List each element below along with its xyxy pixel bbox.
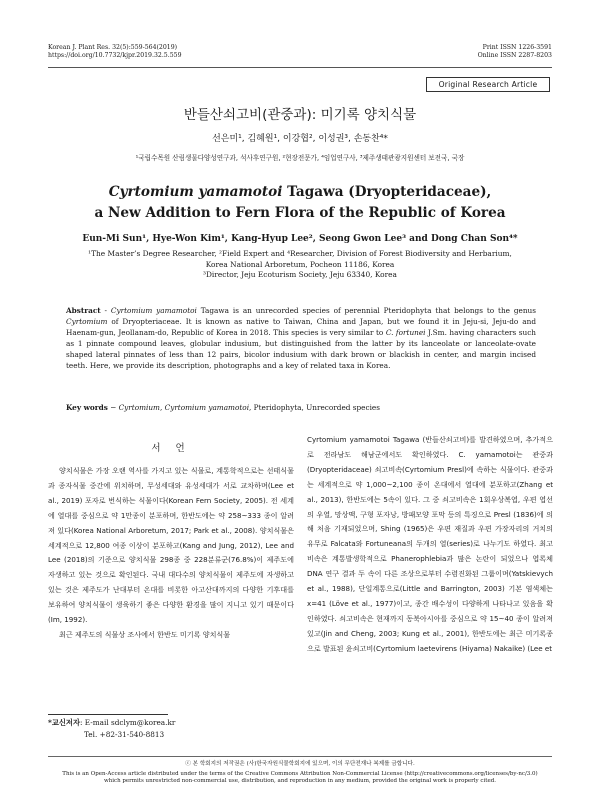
english-authors: Eun-Mi Sun¹, Hye-Won Kim¹, Kang-Hyup Lee², Seong Gwon Lee³ and Dong Chan Son⁴* [82,234,518,244]
correspondence-email[interactable]: : E-mail sdclym@korea.kr [80,718,176,727]
english-affiliations [48,249,552,281]
doi-link[interactable]: https://doi.org/10.7732/kjpr.2019.32.5.559 [48,52,182,59]
correspondence-rule [48,714,168,715]
license-notice [48,771,552,785]
intro-paragraph-continued: Cyrtomium yamamotoi Tagawa (반들산쇠고비)를 발견하였으며, 추가적으로 전라남도 해남군에서도 확인하였다. C. yamamotoi는 관중과(Dryopteridaceae) 쇠고비속(Cyrtomium Presl)에 속하는 식물이다. 관중과는 세계적으로 약 1,000~2,100 종이 온대에서 열대에 분포하고(Zhang et al., 2013), 한반도에는 5속이 있다. 그 중 쇠고비속은 1회우상복엽, 우편 엽선의 우열, 망상맥, 구형 포자낭, 방패모양 포막 등의 특징으로 Presl (1836)에 의해 처음 기재되었으며, Shing (1965)은 우편 재질과 우편 가장자리의 거치의 유무로 Falcata와 Fortuneana의 두개의 열(series)로 나누기도 하였다. 최고비속은 계통발생학적으로 Phanerophlebia과 많은 논란이 되었으나 엽록체 DNA 연구 결과 두 속이 다른 조상으로부터 수렴진화된 그룹이며(Yatskievych et al., 1988), 단일계통으로(Little and Barrington, 2003) 기본 염색체는 x=41 (Löve et al., 1977)이고, 종간 배수성이 다양하게 나타나고 있음을 확인하였다. 쇠고비속은 현재까지 동북아시아를 중심으로 약 15~40 종이 알려져 있고(Jin and Cheng, 2003; Kung et al., 2001), 한반도에는 최근 미기록종으로 발표된 윤쇠고비(Cyrtomium laetevirens (Hiyama) Nakaike) (Lee et [307,435,553,653]
abstract: Abstract - Cyrtomium yamamotoi Tagawa is an unrecorded species of perennial Pteridophyta that belongs to the genus Cyrtomium of Dryopteriaceae. It is known as native to Taiwan, China and Japan, but we found it in Jeju-si, Jeju-do and Haenam-gun, Jeollanam-do, Republic of Korea in 2018. This species is very similar to C. fortunei J.Sm. having characters such as 1 pinnate compound leaves, globular indusium, but distinguished from the latter by its lanceolate or lanceolate-ovate shaped lateral pinnates of less than 12 pairs, bicolor indusium with dark brown or blackish in center, and margin incised teeth. Here, we provide its description, photographs and a key of related taxa in Korea. [66,306,536,370]
korean-authors: 선은미¹, 김혜원¹, 이강협², 이성권³, 손동찬⁴* [212,134,388,144]
keywords-label: Key words [66,403,108,412]
english-title [48,182,552,224]
correspondence-phone: Tel. +82-31-540-8813 [84,730,165,739]
correspondence-label: *교신저자 [48,718,81,727]
korean-title: 반들산쇠고비(관중과): 미기록 양치식물 [183,107,417,123]
correspondence-email-line [48,717,294,729]
journal-header [48,44,308,60]
left-column [48,440,294,643]
header-rule [48,67,552,68]
english-title-line1: Cyrtomium yamamotoi Tagawa (Dryopteridaceae), [108,184,492,200]
correspondence [48,717,294,741]
journal-citation: Korean J. Plant Res. 32(5):559-564(2019) [48,44,178,51]
footer-rule [48,756,552,757]
english-title-line2: a New Addition to Fern Flora of the Republic of Korea [94,205,506,221]
print-issn: Print ISSN 1226-3591 [482,44,552,51]
copyright-notice: ⓒ 본 학회지의 저작권은 (사)한국자원식물학회지에 있으며, 이의 무단전재나 복제를 금합니다. [185,761,415,767]
license-line: This is an Open-Access article distributed under the terms of the Creative Commons Attribution Non-Commercial License (http://creativecommons.org/licenses/by-nc/3.0) [62,771,538,777]
abstract-label: Abstract [66,306,101,315]
affiliation-line: ³Director, Jeju Ecoturism Society, Jeju 63340, Korea [203,270,397,280]
korean-affiliations: ¹국립수목원 산림생물다양성연구과, 석사후연구원, ²현장전문가, ⁴임업연구사, ³제주생태관광지원센터 보전국, 국장 [135,154,465,162]
license-line: which permits unrestricted non-commercial use, distribution, and reproduction in any medium, provided the original work is properly cited. [104,778,496,784]
keywords: Key words − Cyrtomium, Cyrtomium yamamotoi, Pteridophyta, Unrecorded species [66,403,380,412]
right-column [307,433,553,657]
affiliation-line: Korea National Arboretum, Pocheon 11186, Korea [205,259,395,269]
issn-block [420,44,552,60]
species-name: Cyrtomium yamamotoi [108,184,283,200]
online-issn: Online ISSN 2287-8203 [477,52,552,59]
article-type-badge: Original Research Article [426,77,550,92]
section-heading-introduction: 서 언 [151,443,191,454]
intro-paragraph-2: 최근 제주도의 식물상 조사에서 한반도 미기록 양치식물 [59,629,231,639]
intro-paragraph-1: 양치식물은 가장 오랜 역사를 가지고 있는 식물로, 계통학적으로는 선태식물과 종자식물 중간에 위치하며, 무성세대와 유성세대가 서로 교차하며(Lee et al., 2019) 포자로 번식하는 식물이다(Korean Fern Society, 2005). 전 세계에 열대를 중심으로 약 1만종이 분포하며, 한반도에는 약 258~333 종이 알려져 있다(Korea National Arboretum, 2017; Park et al., 2008). 양치식물은 세계적으로 12,800 여종 이상이 분포하고(Kang and Jung, 2012), Lee and Lee (2018)의 기준으로 양치식물 298종 중 228분류군(76.8%)이 제주도에 자생하고 있는 것으로 확인된다. 국내 대다수의 양치식물이 제주도에 자생하고 있는 것은 제주도가 난대부터 온대를 비롯한 아고산대까지의 다양한 기후대를 보유하여 양치식물이 생육하기 좋은 다양한 환경을 많이 지니고 있기 때문이다(Im, 1992). [48,466,294,625]
affiliation-line: ¹The Master’s Degree Researcher, ²Field Expert and ⁴Researcher, Division of Forest Biodiversity and Herbarium, [88,249,512,258]
